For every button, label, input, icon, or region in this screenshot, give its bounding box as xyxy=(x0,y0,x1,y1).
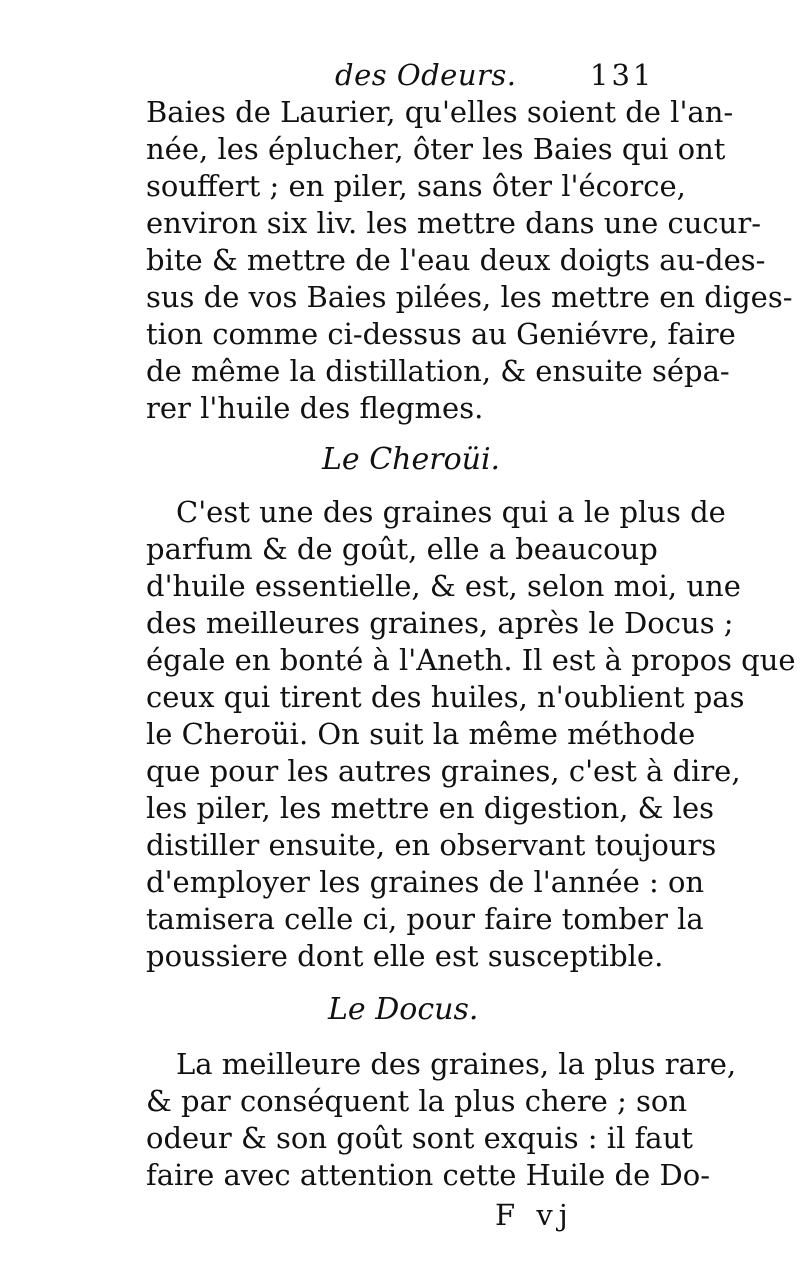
text-line: poussiere dont elle est susceptible. xyxy=(146,939,664,973)
text-line: distiller ensuite, en observant toujours xyxy=(146,828,717,862)
running-title: des Odeurs. xyxy=(335,58,517,92)
text-line: parfum & de goût, elle a beaucoup xyxy=(146,532,658,566)
page-number: 131 xyxy=(590,58,655,92)
text-line: sus de vos Baies pilées, les mettre en diges- xyxy=(146,280,793,314)
section-heading-cheroui: Le Cheroüi. xyxy=(322,442,501,477)
text-line: des meilleures graines, après le Docus ; xyxy=(146,606,734,640)
text-line: rer l'huile des flegmes. xyxy=(146,391,484,425)
text-line: née, les éplucher, ôter les Baies qui ont xyxy=(146,132,726,166)
text-line: environ six liv. les mettre dans une cucur- xyxy=(146,206,761,240)
text-line: & par conséquent la plus chere ; son xyxy=(146,1084,688,1118)
section-heading-docus: Le Docus. xyxy=(328,992,479,1027)
text-line: ceux qui tirent des huiles, n'oublient pas xyxy=(146,680,745,714)
text-line: C'est une des graines qui a le plus de xyxy=(176,495,726,529)
text-line: La meilleure des graines, la plus rare, xyxy=(176,1047,737,1081)
text-line: bite & mettre de l'eau deux doigts au-des- xyxy=(146,243,766,277)
text-line: de même la distillation, & ensuite sépa- xyxy=(146,354,730,388)
text-line: tamisera celle ci, pour faire tomber la xyxy=(146,902,704,936)
text-line: les piler, les mettre en digestion, & les xyxy=(146,791,715,825)
text-line: d'employer les graines de l'année : on xyxy=(146,865,705,899)
text-line: odeur & son goût sont exquis : il faut xyxy=(146,1121,693,1155)
text-line: le Cheroüi. On suit la même méthode xyxy=(146,717,696,751)
text-line: Baies de Laurier, qu'elles soient de l'an- xyxy=(146,95,734,129)
text-line: faire avec attention cette Huile de Do- xyxy=(146,1158,710,1192)
text-line: souffert ; en piler, sans ôter l'écorce, xyxy=(146,169,686,203)
text-line: que pour les autres graines, c'est à dire, xyxy=(146,754,741,788)
text-line: tion comme ci-dessus au Geniévre, faire xyxy=(146,317,736,351)
signature-mark: F vj xyxy=(495,1198,574,1232)
text-line: égale en bonté à l'Aneth. Il est à propos que xyxy=(146,643,796,677)
text-line: d'huile essentielle, & est, selon moi, une xyxy=(146,569,741,603)
